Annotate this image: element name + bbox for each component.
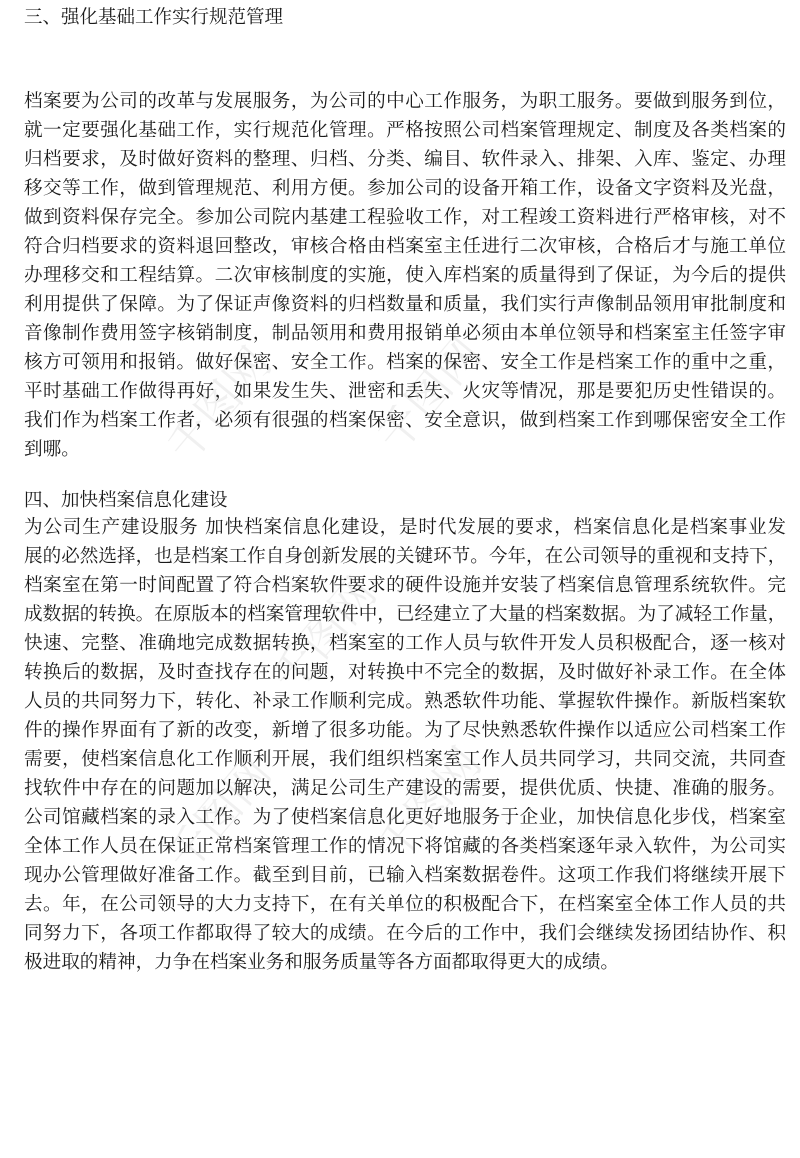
watermark: 千图网 (262, 567, 387, 702)
watermark: 千图网 (157, 747, 282, 882)
section-3-paragraph (24, 87, 786, 464)
watermark: 千图网 (157, 337, 282, 472)
paragraph-line: 同努力下，各项工作都取得了较大的成绩。在今后的工作中，我们会继续发扬团结协作、积 (24, 923, 786, 944)
paragraph-line: 办理移交和工程结算。二次审核制度的实施，使入库档案的质量得到了保证，为今后的提供 (24, 265, 786, 286)
paragraph-line: 展的必然选择，也是档案工作自身创新发展的关键环节。今年，在公司领导的重视和支持下， (24, 546, 787, 567)
paragraph-line: 核方可领用和报销。做好保密、安全工作。档案的保密、安全工作是档案工作的重中之重， (24, 352, 786, 373)
paragraph-line: 成数据的转换。在原版本的档案管理软件中，已经建立了大量的档案数据。为了减轻工作量， (24, 604, 787, 625)
paragraph-line: 全体工作人员在保证正常档案管理工作的情况下将馆藏的各类档案逐年录入软件，为公司实 (24, 836, 786, 857)
section-4-paragraph (24, 513, 786, 977)
paragraph-line: 音像制作费用签字核销制度，制品领用和费用报销单必须由本单位领导和档案室主任签字审 (24, 323, 786, 344)
paragraph-line: 档案要为公司的改革与发展服务，为公司的中心工作服务，为职工服务。要做到服务到位， (24, 91, 786, 112)
paragraph-line: 人员的共同努力下，转化、补录工作顺利完成。熟悉软件功能、掌握软件操作。新版档案软 (24, 691, 786, 712)
paragraph-line: 极进取的精神，力争在档案业务和服务质量等各方面都取得更大的成绩。 (24, 952, 620, 973)
paragraph-line: 件的操作界面有了新的改变，新增了很多功能。为了尽快熟悉软件操作以适应公司档案工作 (24, 720, 786, 741)
paragraph-line: 移交等工作，做到管理规范、利用方便。参加公司的设备开箱工作，设备文字资料及光盘， (24, 178, 786, 199)
paragraph-line: 快速、完整、准确地完成数据转换，档案室的工作人员与软件开发人员积极配合，逐一核对 (24, 633, 786, 654)
paragraph-line: 我们作为档案工作者，必须有很强的档案保密、安全意识，做到档案工作到哪保密安全工作 (24, 410, 786, 431)
paragraph-line: 去。年，在公司领导的大力支持下，在有关单位的积极配合下，在档案室全体工作人员的共 (24, 894, 786, 915)
paragraph-line: 做到资料保存完全。参加公司院内基建工程验收工作，对工程竣工资料进行严格审核，对不 (24, 207, 786, 228)
paragraph-line: 归档要求，及时做好资料的整理、归档、分类、编目、软件录入、排架、入库、鉴定、办理 (24, 149, 786, 170)
section-heading-3: 三、强化基础工作实行规范管理 (24, 7, 284, 28)
paragraph-line: 公司馆藏档案的录入工作。为了使档案信息化更好地服务于企业，加快信息化步伐，档案室 (24, 807, 786, 828)
paragraph-line: 现办公管理做好准备工作。截至到目前，已输入档案数据卷件。这项工作我们将继续开展下 (24, 865, 786, 886)
paragraph-line: 为公司生产建设服务 加快档案信息化建设，是时代发展的要求，档案信息化是档案事业发 (24, 517, 786, 538)
watermark: 千图网 (367, 737, 492, 872)
paragraph-line: 平时基础工作做得再好，如果发生失、泄密和丢失、火灾等情况，那是要犯历史性错误的。 (24, 381, 786, 402)
paragraph-line: 利用提供了保障。为了保证声像资料的归档数量和质量，我们实行声像制品领用审批制度和 (24, 294, 786, 315)
paragraph-line: 档案室在第一时间配置了符合档案软件要求的硬件设施并安装了档案信息管理系统软件。完 (24, 575, 786, 596)
paragraph-line: 到哪。 (24, 439, 80, 460)
paragraph-line: 就一定要强化基础工作，实行规范化管理。严格按照公司档案管理规定、制度及各类档案的 (24, 120, 786, 141)
watermark: 千图网 (367, 327, 492, 462)
paragraph-line: 找软件中存在的问题加以解决，满足公司生产建设的需要，提供优质、快捷、准确的服务。 (24, 778, 786, 799)
paragraph-line: 转换后的数据，及时查找存在的问题，对转换中不完全的数据，及时做好补录工作。在全体 (24, 662, 786, 683)
section-heading-4: 四、加快档案信息化建设 (24, 490, 228, 511)
paragraph-line: 符合归档要求的资料退回整改，审核合格由档案室主任进行二次审核，合格后才与施工单位 (24, 236, 786, 257)
paragraph-line: 需要，使档案信息化工作顺利开展，我们组织档案室工作人员共同学习，共同交流，共同查 (24, 749, 786, 770)
